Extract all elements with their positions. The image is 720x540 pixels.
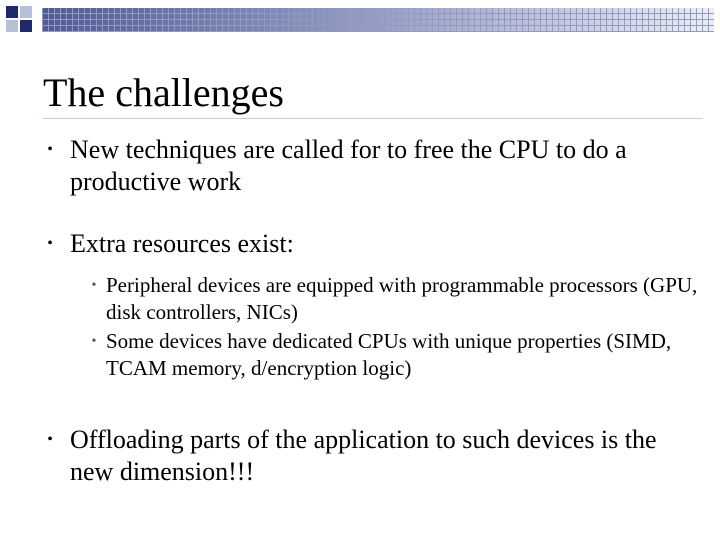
bullet-item <box>30 134 700 198</box>
sub-bullet-item <box>82 272 702 326</box>
sub-bullet-text: Peripheral devices are equipped with programmable processors (GPU, disk controllers, NICs) <box>106 273 698 324</box>
bullet-item <box>30 228 700 260</box>
bullet-item <box>30 424 700 488</box>
bullet-text: New techniques are called for to free the CPU to do a productive work <box>70 135 627 196</box>
bullet-text: Extra resources exist: <box>70 229 294 258</box>
bullet-text: Offloading parts of the application to such devices is the new dimension!!! <box>70 425 657 486</box>
sub-bullet-icon: • <box>91 334 97 349</box>
bullet-icon: • <box>47 431 53 448</box>
sub-bullet-icon: • <box>91 278 97 293</box>
bullet-icon: • <box>47 141 53 158</box>
slide-title: The challenges <box>43 70 284 115</box>
sub-bullet-item <box>82 328 702 382</box>
bullet-icon: • <box>47 235 53 252</box>
sub-bullet-text: Some devices have dedicated CPUs with unique properties (SIMD, TCAM memory, d/encryption logic) <box>106 329 672 380</box>
